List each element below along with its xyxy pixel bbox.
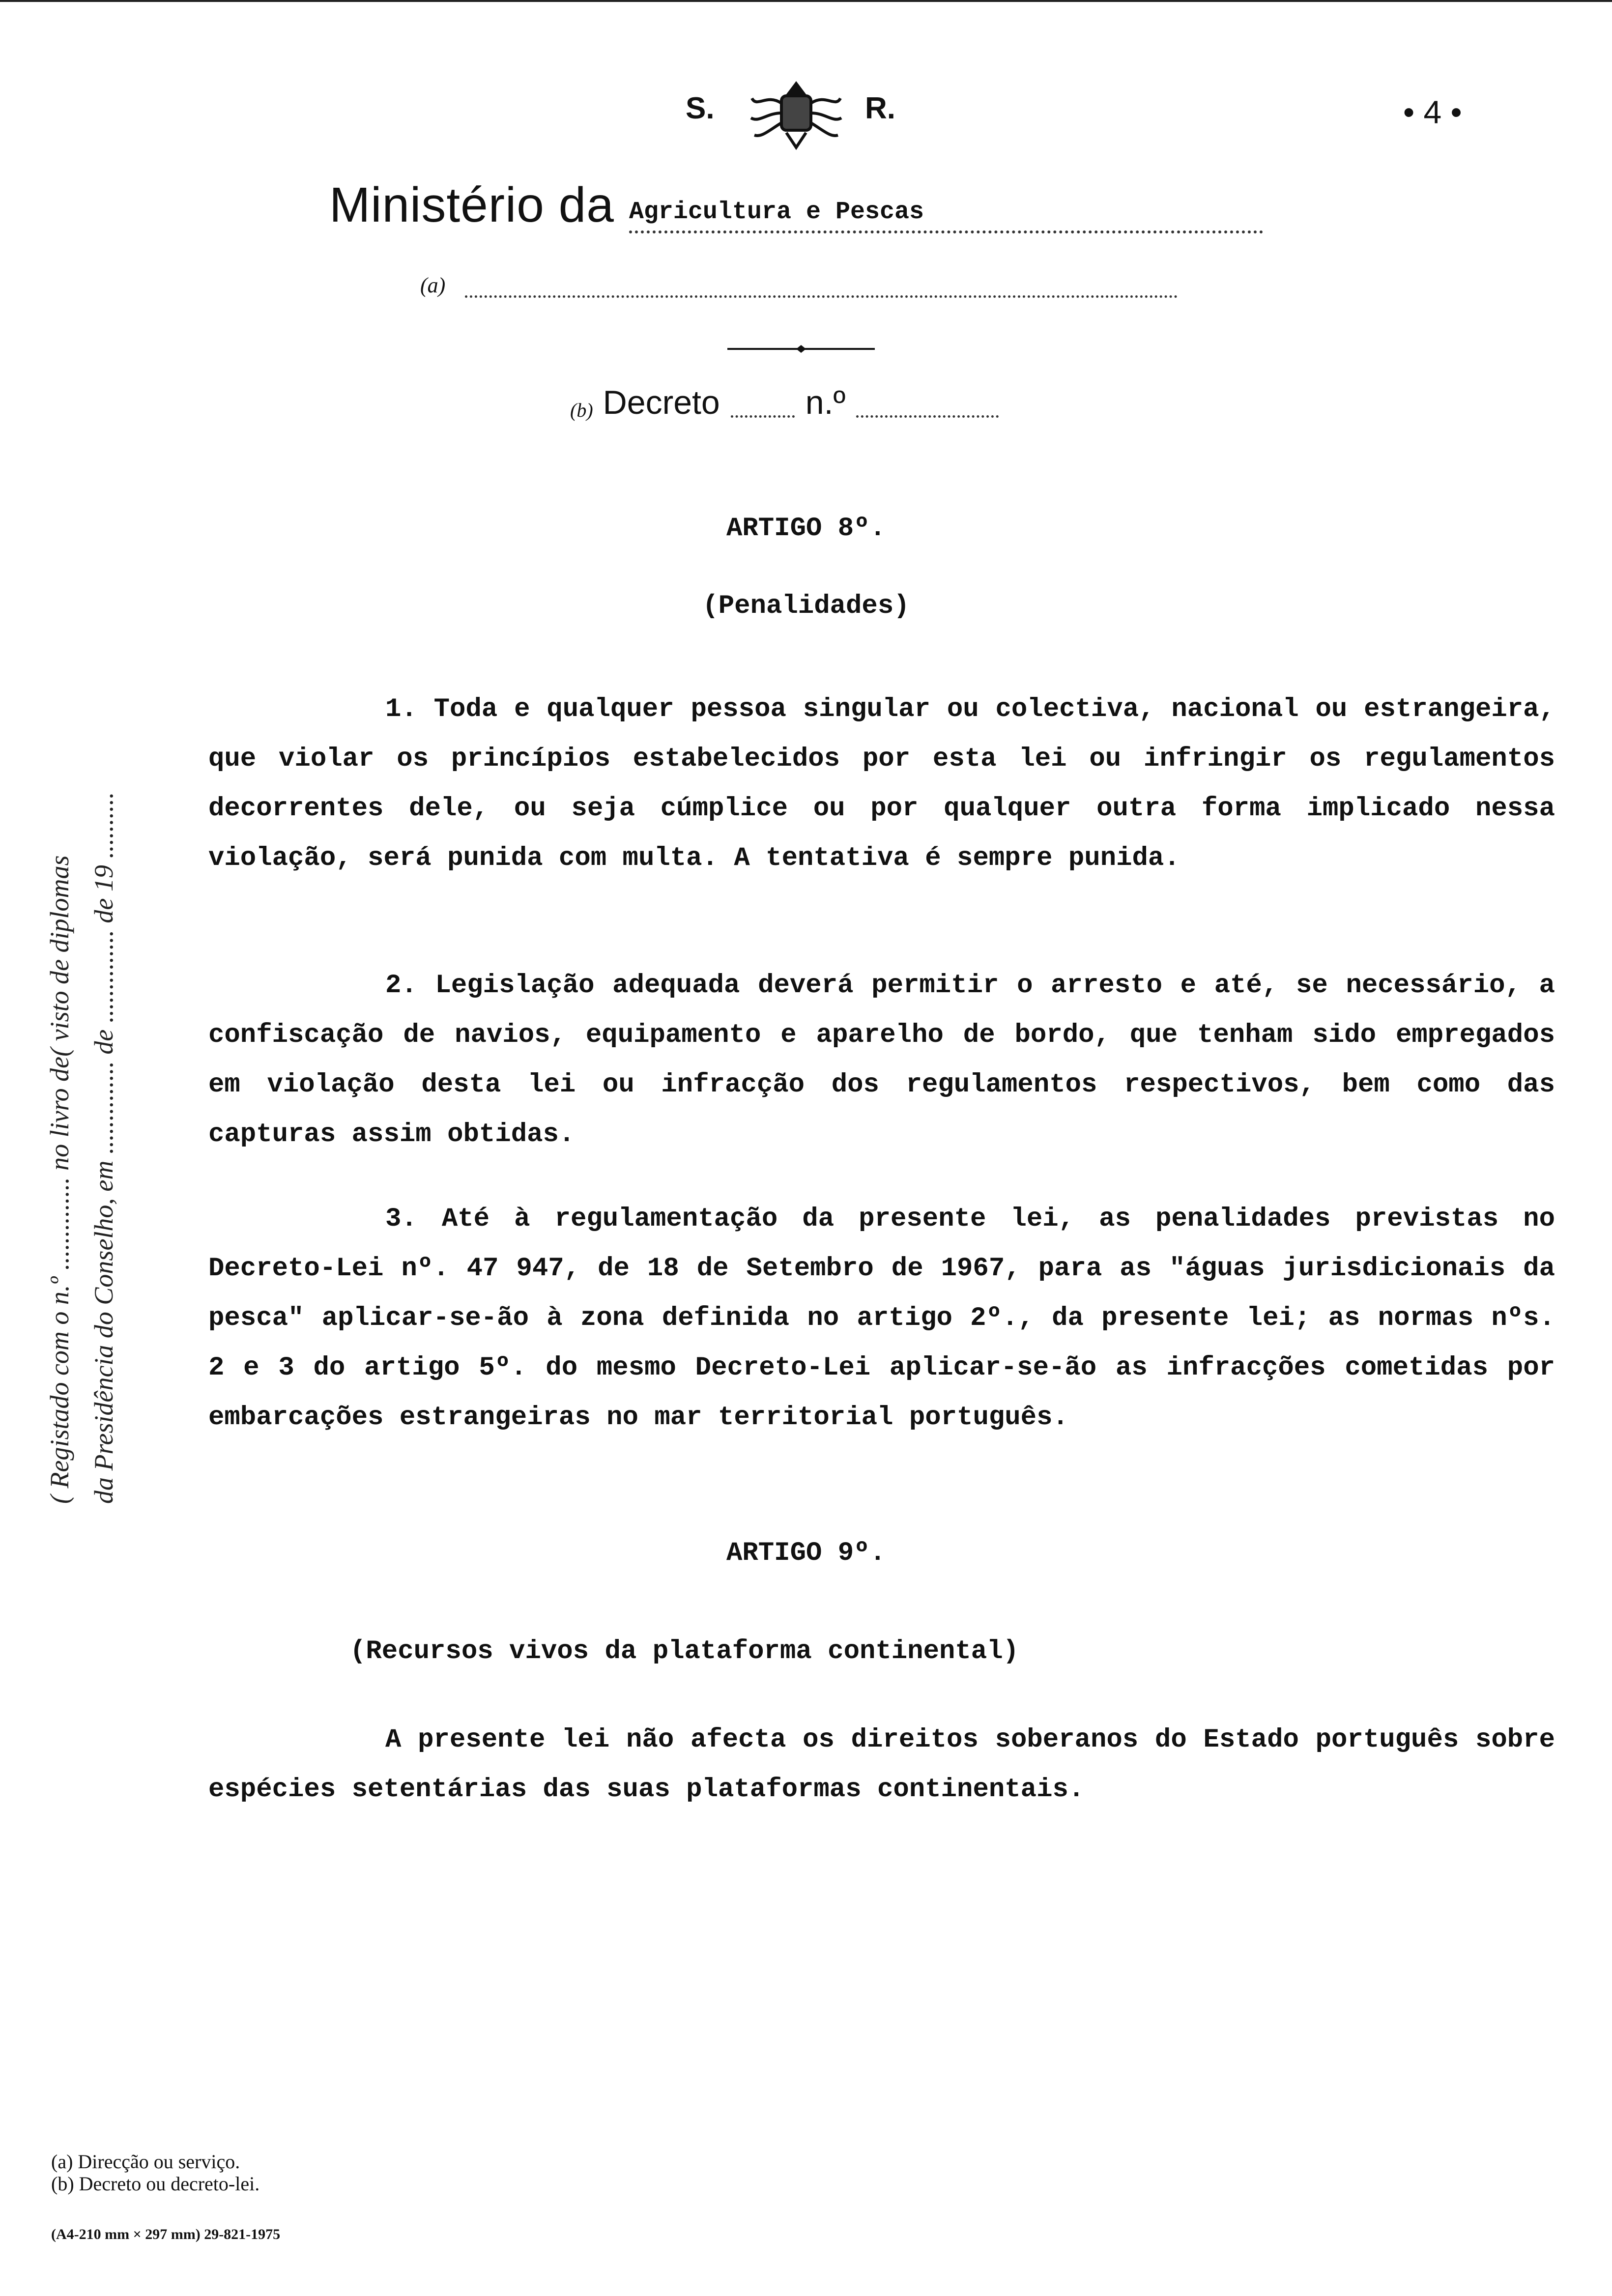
decree-label: Decreto [603,384,720,421]
registration-line-1: ( Registado com o n.º .............. no livro de( visto de diplomas [45,855,74,1504]
diamond-rule-icon [727,344,875,354]
registration-margin-note [44,570,133,1504]
ministry-name: Agricultura e Pescas [629,199,1263,233]
article-9-subtitle: (Recursos vivos da plataforma continental) [350,1636,1019,1666]
s-letter: S. [686,91,715,125]
decree-line [570,383,999,422]
article-8-paragraph-1 [208,685,1555,883]
r-letter: R. [865,91,895,125]
article-8-paragraph-2-text: 2. Legislação adequada deverá permitir o arresto e até, se necessário, a confiscação de navios, equipamento e aparelho de bordo, que tenham sido empregados em violação desta lei ou infracção dos regulamentos respectivos, bem como das capturas assim obtidas. [208,971,1555,1149]
decree-b-label: (b) [570,399,593,421]
footnote-a: (a) Direcção ou serviço. [51,2151,240,2173]
article-9-title: ARTIGO 9º. [726,1538,886,1568]
decree-number-label: n.º [805,384,846,421]
top-border-line [0,0,1612,2]
ministry-line [329,177,1263,233]
coat-of-arms-icon [747,74,845,152]
article-9-paragraph-1 [208,1715,1555,1814]
footnote-b: (b) Decreto ou decreto-lei. [51,2173,260,2195]
decree-type-field [731,405,795,418]
article-8-subtitle: (Penalidades) [702,591,910,621]
decree-number-field [856,405,999,418]
ministry-prefix: Ministério da [329,177,614,232]
article-8-paragraph-3-text: 3. Até à regulamentação da presente lei, as penalidades previstas no Decreto-Lei nº. 47 947, de 18 de Setembro de 1967, para as "águas jurisdicionais da pesca" aplicar-se-ão à zona definida no artigo 2º., da presente lei; as normas nºs. 2 e 3 do artigo 5º. do mesmo Decreto-Lei aplicar-se-ão as infracções cometidas por embarcações estrangeiras no mar territorial português. [208,1204,1555,1433]
service-line [420,273,1178,298]
registration-line-2: da Presidência do Conselho, em .............. de .............. de 19 .......... [89,792,118,1504]
page-number: • 4 • [1403,94,1462,130]
article-8-paragraph-1-text: 1. Toda e qualquer pessoa singular ou colectiva, nacional ou estrangeira, que violar os princípios estabelecidos por esta lei ou infringir os regulamentos decorrentes dele, ou seja cúmplice ou por qualquer outra forma implicado nessa violação, será punida com multa. A tentativa é sempre punida. [208,694,1555,873]
form-code: (A4-210 mm × 297 mm) 29-821-1975 [51,2226,281,2242]
article-9-paragraph-1-text: A presente lei não afecta os direitos soberanos do Estado português sobre espécies setentárias das suas plataformas continentais. [208,1725,1555,1805]
article-8-paragraph-3 [208,1194,1555,1442]
service-dotted-field [465,281,1178,298]
article-8-title: ARTIGO 8º. [726,514,886,544]
service-line-label: (a) [420,273,446,297]
article-8-paragraph-2 [208,961,1555,1159]
